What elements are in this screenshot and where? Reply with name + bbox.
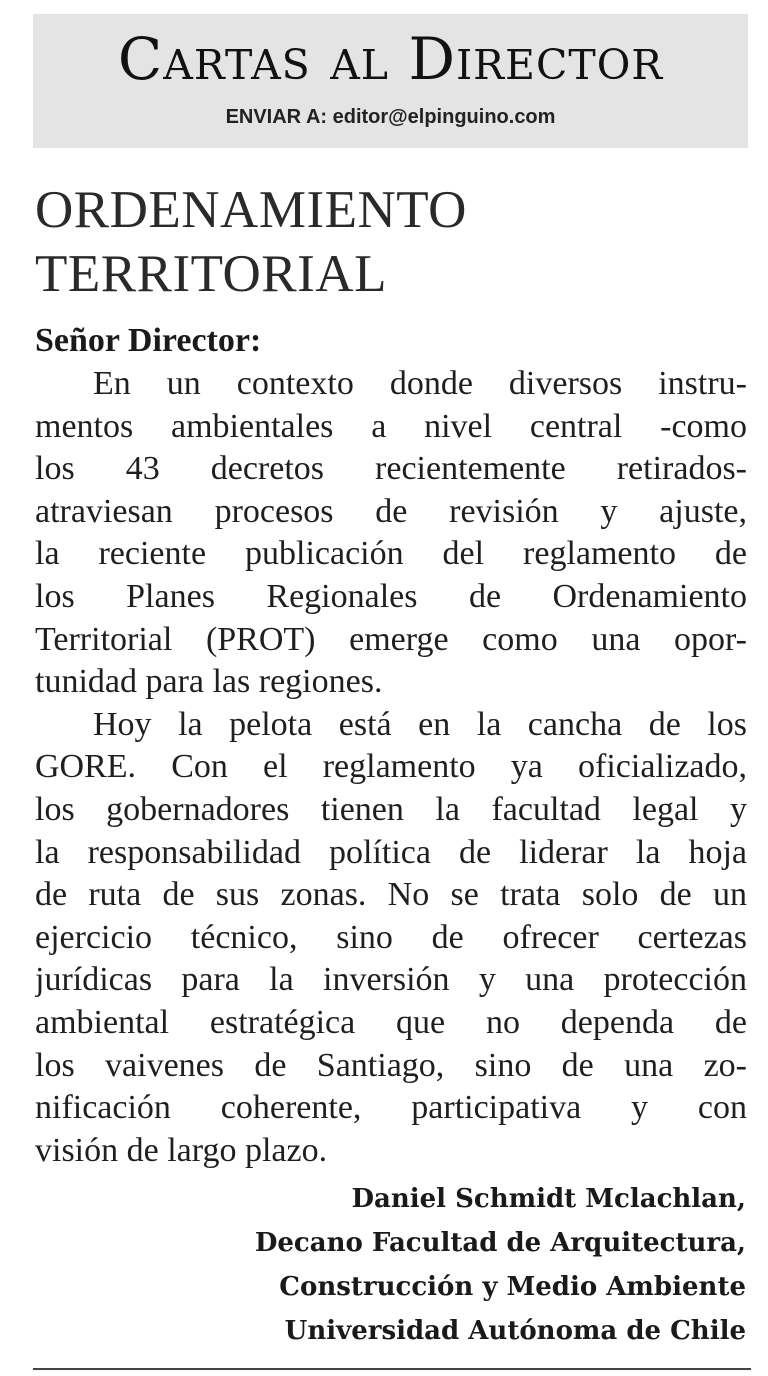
- body-line: jurídicas para la inversión y una protección: [35, 961, 747, 999]
- body-line: los Planes Regionales de Ordenamiento: [35, 577, 747, 615]
- body-line: Hoy la pelota está en la cancha de los: [93, 705, 747, 743]
- letter-headline: [35, 178, 750, 306]
- signature-line: Daniel Schmidt Mclachlan,: [351, 1184, 746, 1214]
- signature-line: Construcción y Medio Ambiente: [279, 1272, 746, 1302]
- signature-line: Universidad Autónoma de Chile: [284, 1316, 746, 1346]
- body-line: Territorial (PROT) emerge como una opor-: [35, 620, 747, 658]
- signature-block: [255, 1177, 746, 1353]
- bottom-divider: [33, 1368, 751, 1370]
- body-line: GORE. Con el reglamento ya oficializado,: [35, 748, 747, 786]
- headline-line: ORDENAMIENTO: [35, 181, 467, 239]
- body-line: atraviesan procesos de revisión y ajuste,: [35, 492, 747, 530]
- body-line: los 43 decretos recientemente retirados-: [35, 450, 747, 488]
- body-line: En un contexto donde diversos instru-: [93, 365, 747, 402]
- body-line: ejercicio técnico, sino de ofrecer certezas: [35, 918, 747, 956]
- signature-line: Decano Facultad de Arquitectura,: [254, 1228, 746, 1258]
- letter-body: [35, 363, 747, 1172]
- body-line: los vaivenes de Santiago, sino de una zo-: [35, 1046, 747, 1084]
- send-to-email: ENVIAR A: editor@elpinguino.com: [225, 106, 556, 128]
- body-line: la reciente publicación del reglamento de: [35, 535, 747, 573]
- body-line: mentos ambientales a nivel central -como: [35, 407, 747, 445]
- body-line: los gobernadores tienen la facultad legal y: [35, 790, 747, 828]
- salutation: Señor Director:: [35, 322, 262, 359]
- body-line: nificación coherente, participativa y con: [35, 1089, 747, 1127]
- body-line: visión de largo plazo.: [35, 1131, 328, 1169]
- section-header: [33, 14, 748, 148]
- section-title: Cartas al Director: [117, 25, 664, 93]
- body-line: tunidad para las regiones.: [35, 663, 383, 701]
- body-line: de ruta de sus zonas. No se trata solo de un: [35, 876, 747, 914]
- headline-line: TERRITORIAL: [35, 245, 387, 303]
- body-line: ambiental estratégica que no dependa de: [35, 1003, 747, 1041]
- body-line: la responsabilidad política de liderar la hoja: [35, 833, 747, 871]
